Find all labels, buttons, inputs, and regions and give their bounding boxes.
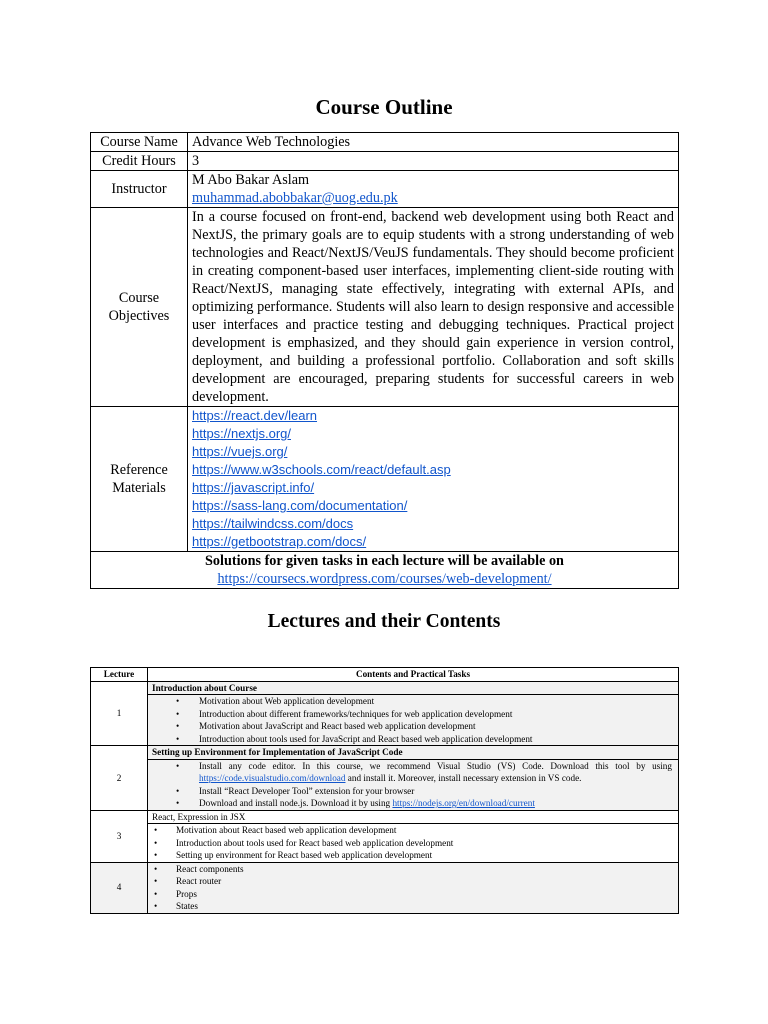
list-item: • Introduction about different frameworks/techniques for web application development xyxy=(148,708,678,721)
lecture-contents xyxy=(148,695,679,746)
list-item: • Setting up environment for React based web application development xyxy=(148,849,678,862)
table-row xyxy=(91,407,679,552)
table-row xyxy=(91,746,679,760)
reference-link[interactable]: https://javascript.info/ xyxy=(192,480,315,495)
lecture-number: 2 xyxy=(91,746,148,811)
list-item-text: Download and install node.js. Download it by using xyxy=(199,798,393,808)
list-item: • React components xyxy=(148,863,678,876)
lecture-contents xyxy=(148,759,679,810)
reference-link[interactable]: https://nextjs.org/ xyxy=(192,426,291,441)
table-row xyxy=(91,862,679,913)
table-row xyxy=(91,810,679,824)
vscode-download-link[interactable]: https://code.visualstudio.com/download xyxy=(199,773,346,783)
lecture-number: 3 xyxy=(91,810,148,862)
list-item: • React router xyxy=(148,875,678,888)
lecture-column-header: Lecture xyxy=(91,668,148,682)
objectives-text: In a course focused on front-end, backend web development using both React and NextJS, the primary goals are to equip students with a strong understanding of web technologies and React/NextJS/VeuJS fundamentals. They should become proficient in creating component-based user interfaces, implementing client-side routing with React/NextJS, managing state effectively, integrating with external APIs, and optimizing performance. Students will also learn to design responsive and accessible user interfaces and practice testing and debugging techniques. Practical project development is emphasized, and they should gain experience in version control, deployment, and building a professional portfolio. Collaboration and soft skills development are encouraged, preparing students for successful careers in web development. xyxy=(188,208,679,407)
lectures-table xyxy=(90,667,679,914)
credit-hours-label: Credit Hours xyxy=(91,152,188,171)
table-row xyxy=(91,133,679,152)
table-row xyxy=(91,171,679,208)
instructor-label: Instructor xyxy=(91,171,188,208)
list-item-text: and install it. Moreover, install necessary extension in VS code. xyxy=(345,773,582,783)
lecture-number: 4 xyxy=(91,862,148,913)
list-item-text: Install any code editor. In this course, we recommend Visual Studio (VS) Code. Download this tool by using xyxy=(199,760,672,771)
list-item: • Introduction about tools used for JavaScript and React based web application development xyxy=(148,733,678,746)
references-label xyxy=(91,407,188,552)
lecture-contents xyxy=(148,824,679,863)
course-name-label: Course Name xyxy=(91,133,188,152)
list-item: • Motivation about JavaScript and React based web application development xyxy=(148,720,678,733)
solutions-text: Solutions for given tasks in each lecture will be available on xyxy=(205,553,564,569)
objectives-label xyxy=(91,208,188,407)
list-item xyxy=(148,797,678,810)
contents-column-header: Contents and Practical Tasks xyxy=(148,668,679,682)
reference-link[interactable]: https://vuejs.org/ xyxy=(192,444,288,459)
credit-hours-value: 3 xyxy=(188,152,679,171)
course-outline-table xyxy=(90,132,679,589)
lecture-heading: Setting up Environment for Implementation of JavaScript Code xyxy=(148,746,679,760)
list-item: • Motivation about Web application development xyxy=(148,695,678,708)
reference-link[interactable]: https://tailwindcss.com/docs xyxy=(192,516,354,531)
references-label-line-1: Reference xyxy=(110,462,168,478)
lecture-heading: Introduction about Course xyxy=(148,681,679,695)
table-row xyxy=(91,759,679,810)
table-row xyxy=(91,824,679,863)
reference-link[interactable]: https://www.w3schools.com/react/default.asp xyxy=(192,462,451,477)
lecture-number: 1 xyxy=(91,681,148,746)
lecture-contents xyxy=(148,862,679,913)
table-row xyxy=(91,668,679,682)
nodejs-download-link[interactable]: https://nodejs.org/en/download/current xyxy=(392,798,535,808)
references-list xyxy=(188,407,679,552)
list-item: • Props xyxy=(148,888,678,901)
lectures-title: Lectures and their Contents xyxy=(267,611,501,632)
list-item: • Install “React Developer Tool” extension for your browser xyxy=(148,785,678,798)
table-row xyxy=(91,552,679,589)
table-row xyxy=(91,681,679,695)
reference-link[interactable]: https://react.dev/learn xyxy=(192,408,318,423)
solutions-link[interactable]: https://coursecs.wordpress.com/courses/web-development/ xyxy=(217,571,552,587)
table-row xyxy=(91,208,679,407)
table-row xyxy=(91,152,679,171)
instructor-name: M Abo Bakar Aslam xyxy=(192,172,310,188)
page-title: Course Outline xyxy=(315,95,453,119)
reference-link[interactable]: https://getbootstrap.com/docs/ xyxy=(192,534,367,549)
list-item: • Motivation about React based web application development xyxy=(148,824,678,837)
lecture-heading: React, Expression in JSX xyxy=(148,810,679,824)
list-item xyxy=(148,760,678,785)
list-item: • States xyxy=(148,900,678,913)
instructor-email-link[interactable]: muhammad.abobbakar@uog.edu.pk xyxy=(192,190,398,206)
reference-link[interactable]: https://sass-lang.com/documentation/ xyxy=(192,498,408,513)
course-name-value: Advance Web Technologies xyxy=(188,133,679,152)
objectives-label-line-1: Course xyxy=(118,290,160,306)
list-item: • Introduction about tools used for React based web application development xyxy=(148,837,678,850)
objectives-label-line-2: Objectives xyxy=(108,308,170,324)
references-label-line-2: Materials xyxy=(112,480,166,496)
instructor-cell xyxy=(188,171,679,208)
table-row xyxy=(91,695,679,746)
solutions-cell xyxy=(91,552,679,589)
